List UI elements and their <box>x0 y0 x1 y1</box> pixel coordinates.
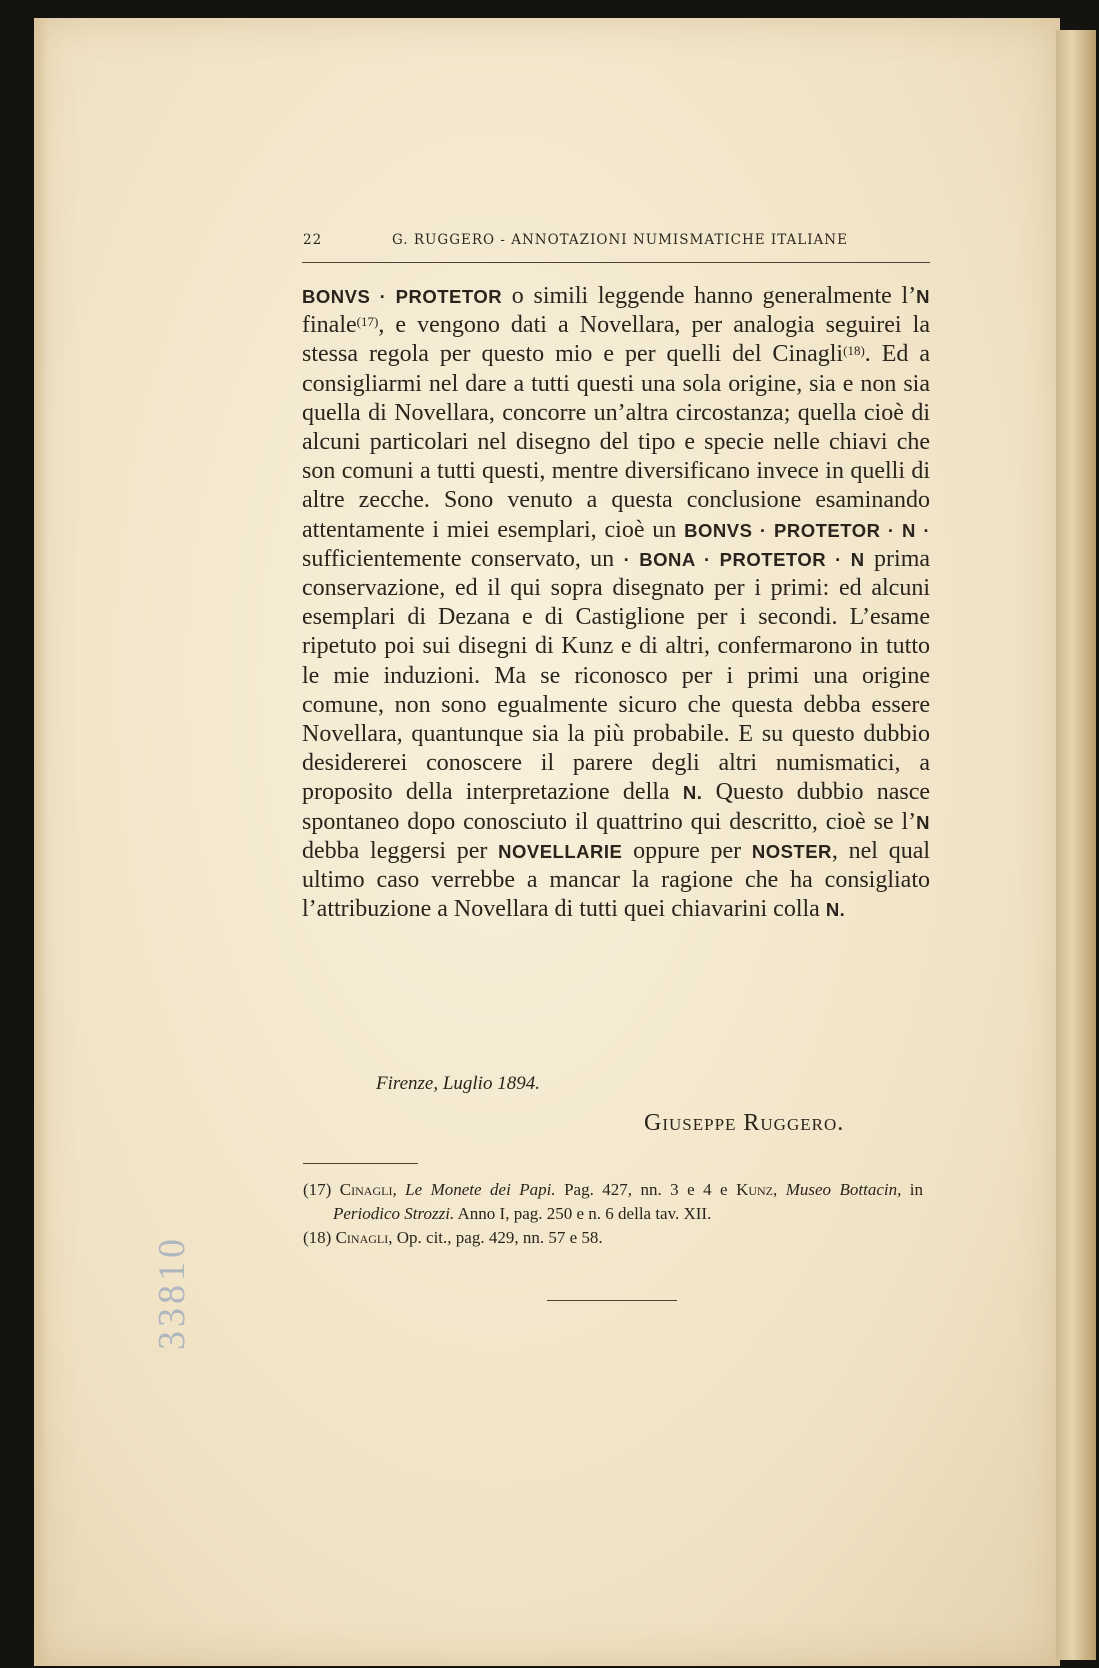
footnote-title: Museo Bottacin, <box>785 1180 902 1199</box>
text-segment: , e vengono dati a Novellara, per analogia seguirei la stessa regola per questo mio e per quelli del Cinagli <box>302 312 930 368</box>
text-segment: prima conservazione, ed il qui sopra disegnato per i primi: ed alcuni esemplari di Dezana e di Castiglione per i secondi. L’esame ripetuto poi sui disegni di Kunz e di altri, confermarono in tutto le mie induzioni. Ma se riconosco per i primi una origine comune, non sono egualmente sicuro che questa debba essere Novellara, quantunque sia la più probabile. E su questo dubbio desidererei conoscere il parere degli altri numismatici, a proposito della interpretazione della <box>302 545 931 806</box>
page-edge-stack <box>1056 30 1096 1660</box>
dateline: Firenze, Luglio 1894. <box>376 1073 540 1094</box>
footnote-author: Kunz, <box>736 1180 778 1199</box>
page-number: 22 <box>303 232 323 248</box>
legend-bonvs-protetor: BONVS · PROTETOR <box>302 286 503 307</box>
footnote-number: (18) <box>303 1228 332 1247</box>
footnote-17 <box>303 1178 923 1226</box>
text-segment: , nel qual ultimo caso verrebbe a mancar la ragione che ha consigliato l’attribuzione a Novellara di tutti quei chiavarini colla <box>302 837 931 923</box>
legend-novellarie: NOVELLARIE <box>498 840 623 862</box>
footnote-title: Periodico Strozzi. <box>333 1204 455 1223</box>
footnote-text: Anno I, pag. 250 e n. 6 della tav. XII. <box>457 1204 712 1223</box>
running-title: G. RUGGERO - ANNOTAZIONI NUMISMATICHE ITALIANE <box>392 232 848 248</box>
legend-bona-protetor-n: · BONA · PROTETOR · N <box>623 548 865 570</box>
text-segment: sufficientemente conservato, un <box>302 545 615 572</box>
shelfmark-stamp: 33810 <box>151 1235 193 1350</box>
footnote-text: Op. cit., pag. 429, nn. 57 e 58. <box>396 1228 603 1247</box>
footnote-ref-18[interactable]: (18) <box>843 343 865 359</box>
letter-n: N <box>916 811 930 833</box>
letter-n: N. <box>682 782 703 804</box>
footnote-number: (17) <box>303 1180 332 1199</box>
text-segment: debba leggersi per <box>302 837 488 864</box>
author-signature: Giuseppe Ruggero. <box>644 1110 845 1136</box>
footnote-text: in <box>909 1180 924 1199</box>
footnote-separator <box>303 1163 418 1164</box>
text-segment: finale <box>302 312 357 339</box>
text-segment: o simili leggende hanno generalmente l’ <box>511 283 917 309</box>
legend-bonvs-protetor-n: BONVS · PROTETOR · N · <box>684 519 930 541</box>
footnote-ref-17[interactable]: (17) <box>356 314 379 330</box>
footnote-author: Cinagli, <box>335 1228 393 1247</box>
text-segment: oppure per <box>633 837 742 864</box>
footnote-text: Pag. 427, nn. 3 e 4 e <box>564 1180 728 1199</box>
footnotes <box>303 1178 923 1250</box>
letter-n: N <box>916 286 931 307</box>
text-segment: Questo dubbio nasce spontaneo dopo conosciuto il quattrino qui descritto, cioè se l’ <box>302 779 931 835</box>
end-rule <box>547 1300 677 1301</box>
text-segment: . Ed a consigliarmi nel dare a tutti questi una sola origine, sia e non sia quella di Novellara, concorre un’altra circostanza; quella cioè di alcuni particolari nel disegno del tipo e specie nelle chiavi che son comuni a tutti questi, mentre diversificano invece in quelli di altre zecche. Sono venuto a questa conclusione esaminando attentamente i miei esemplari, cioè un <box>302 341 930 543</box>
page-gutter-shadow <box>34 18 48 1666</box>
main-paragraph <box>302 282 930 924</box>
footnote-18 <box>303 1226 923 1250</box>
running-header <box>302 228 930 263</box>
footnote-author: Cinagli, <box>339 1180 397 1199</box>
footnote-title: Le Monete dei Papi. <box>405 1180 556 1199</box>
legend-noster: NOSTER <box>751 840 832 862</box>
letter-n: N. <box>825 899 846 921</box>
